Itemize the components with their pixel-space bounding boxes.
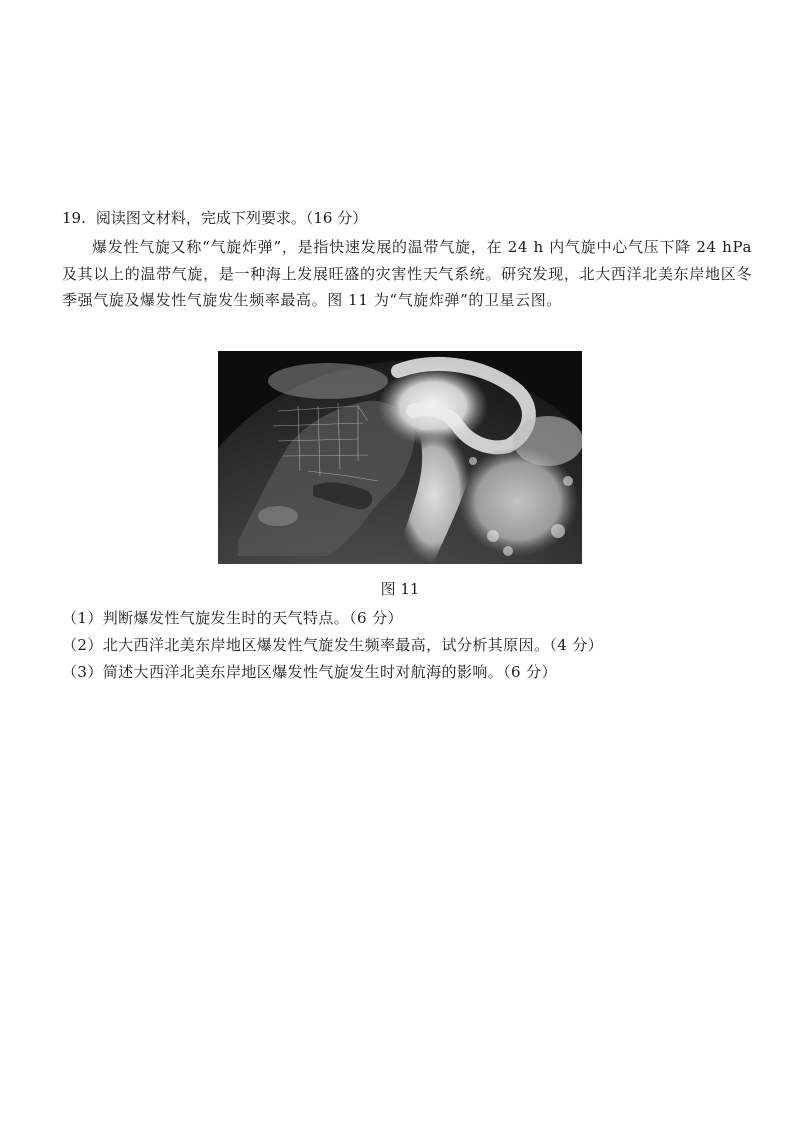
satellite-cloud-graphic bbox=[218, 351, 582, 564]
northeast-cloud-patch bbox=[513, 416, 582, 466]
satellite-cloud-image bbox=[218, 351, 582, 564]
question-passage: 爆发性气旋又称“气旋炸弹”，是指快速发展的温带气旋，在 24 h 内气旋中心气压下降 24 hPa 及其以上的温带气旋，是一种海上发展旺盛的灾害性天气系统。研究发现，北大西洋北美东岸地区冬季强气旋及爆发性气旋发生频率最高。图 11 为“气旋炸弹”的卫星云图。 bbox=[62, 238, 752, 309]
question-heading bbox=[62, 206, 367, 230]
question-instruction: 阅读图文材料，完成下列要求。（16 分） bbox=[95, 209, 368, 227]
pacific-cloud-patch bbox=[258, 506, 298, 526]
sub-question-3: （3）简述大西洋北美东岸地区爆发性气旋发生时对航海的影响。（6 分） bbox=[62, 663, 557, 681]
northern-cloud-cover bbox=[268, 363, 388, 399]
figure-caption: 图 11 bbox=[380, 580, 420, 598]
question-number: 19. bbox=[62, 209, 86, 227]
sub-question-1: （1）判断爆发性气旋发生时的天气特点。（6 分） bbox=[62, 609, 403, 627]
sub-question-2: （2）北大西洋北美东岸地区爆发性气旋发生频率最高，试分析其原因。（4 分） bbox=[62, 636, 604, 654]
